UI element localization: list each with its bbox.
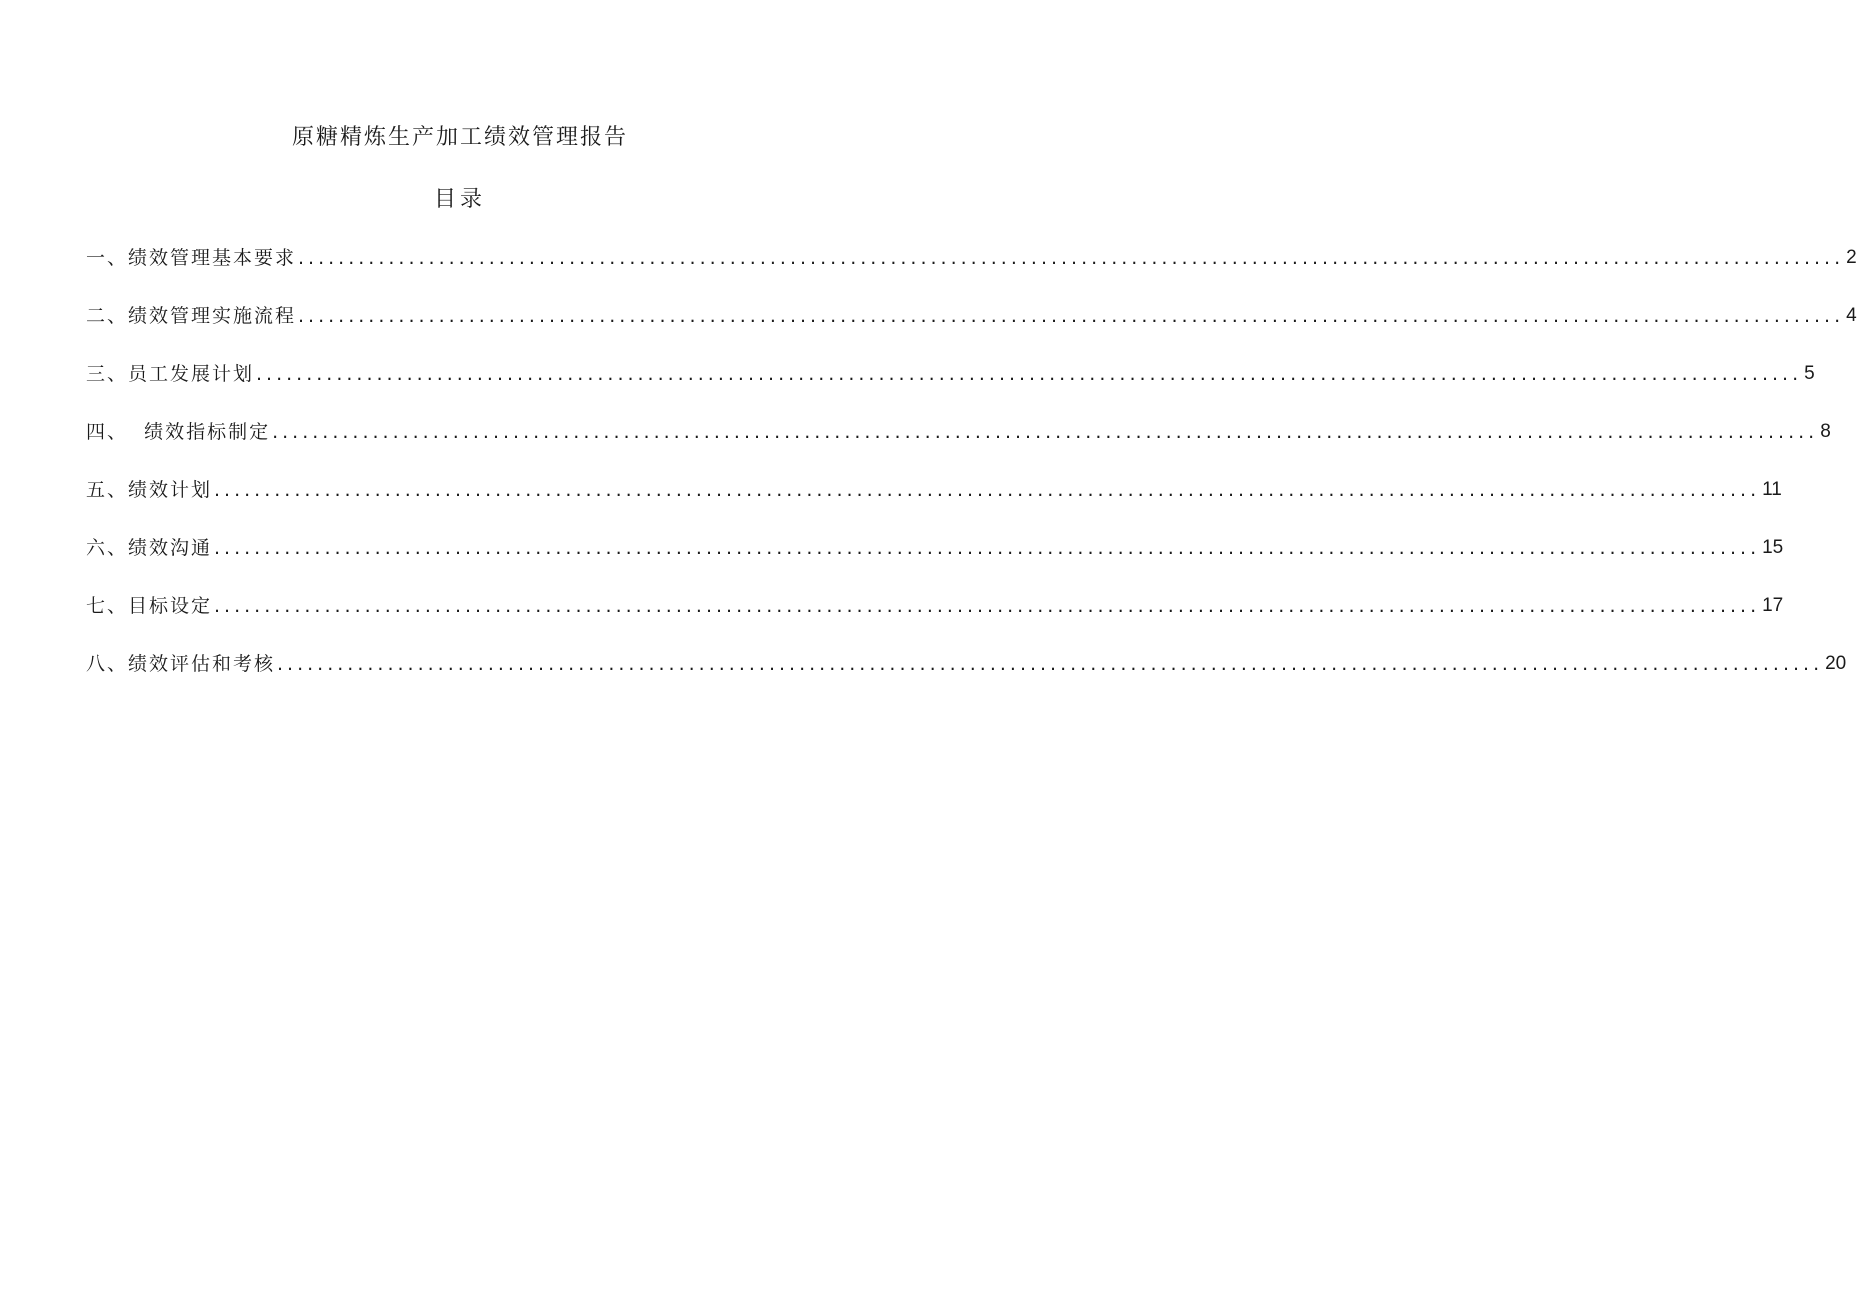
toc-dot-leader: .......................................................................................................................................................... bbox=[214, 537, 1761, 559]
toc-entry-label: 六、绩效沟通 bbox=[86, 537, 213, 559]
toc-heading: 目录 bbox=[433, 187, 486, 212]
toc-entry[interactable] bbox=[86, 332, 1815, 390]
toc-entry-label: 三、员工发展计划 bbox=[86, 363, 255, 385]
toc-entry[interactable] bbox=[86, 448, 1782, 506]
toc-entry-page: 4 bbox=[1846, 305, 1857, 326]
toc-entry[interactable] bbox=[86, 564, 1784, 622]
toc-entry[interactable] bbox=[86, 622, 1847, 680]
toc-entry-label: 七、目标设定 bbox=[86, 595, 213, 617]
toc-entry[interactable] bbox=[86, 390, 1831, 448]
toc-entry-label: 一、绩效管理基本要求 bbox=[86, 247, 297, 269]
toc-entry-page: 20 bbox=[1825, 653, 1847, 674]
table-of-contents bbox=[86, 242, 1857, 680]
toc-entry-label: 五、绩效计划 bbox=[86, 479, 213, 501]
toc-dot-leader: .......................................................................................................................................................... bbox=[214, 479, 1761, 501]
toc-dot-leader: .......................................................................................................................................................... bbox=[298, 305, 1845, 327]
toc-entry-label: 八、绩效评估和考核 bbox=[86, 653, 276, 675]
toc-dot-leader: .......................................................................................................................................................... bbox=[277, 653, 1824, 675]
toc-entry[interactable] bbox=[86, 274, 1857, 332]
document-title: 原糖精炼生产加工绩效管理报告 bbox=[291, 125, 628, 150]
toc-dot-leader: .......................................................................................................................................................... bbox=[214, 595, 1761, 617]
toc-dot-leader: .......................................................................................................................................................... bbox=[272, 421, 1819, 443]
toc-dot-leader: .......................................................................................................................................................... bbox=[298, 247, 1845, 269]
toc-dot-leader: .......................................................................................................................................................... bbox=[256, 363, 1803, 385]
toc-entry-label: 四、 绩效指标制定 bbox=[86, 421, 271, 443]
toc-entry-page: 11 bbox=[1762, 479, 1782, 500]
toc-entry-page: 17 bbox=[1762, 595, 1784, 616]
toc-entry-page: 15 bbox=[1762, 537, 1784, 558]
toc-entry-label: 二、绩效管理实施流程 bbox=[86, 305, 297, 327]
toc-entry-page: 2 bbox=[1846, 247, 1857, 268]
toc-entry-page: 5 bbox=[1804, 363, 1815, 384]
toc-entry-page: 8 bbox=[1820, 421, 1831, 442]
toc-entry[interactable] bbox=[86, 506, 1784, 564]
toc-entry[interactable] bbox=[86, 242, 1857, 274]
